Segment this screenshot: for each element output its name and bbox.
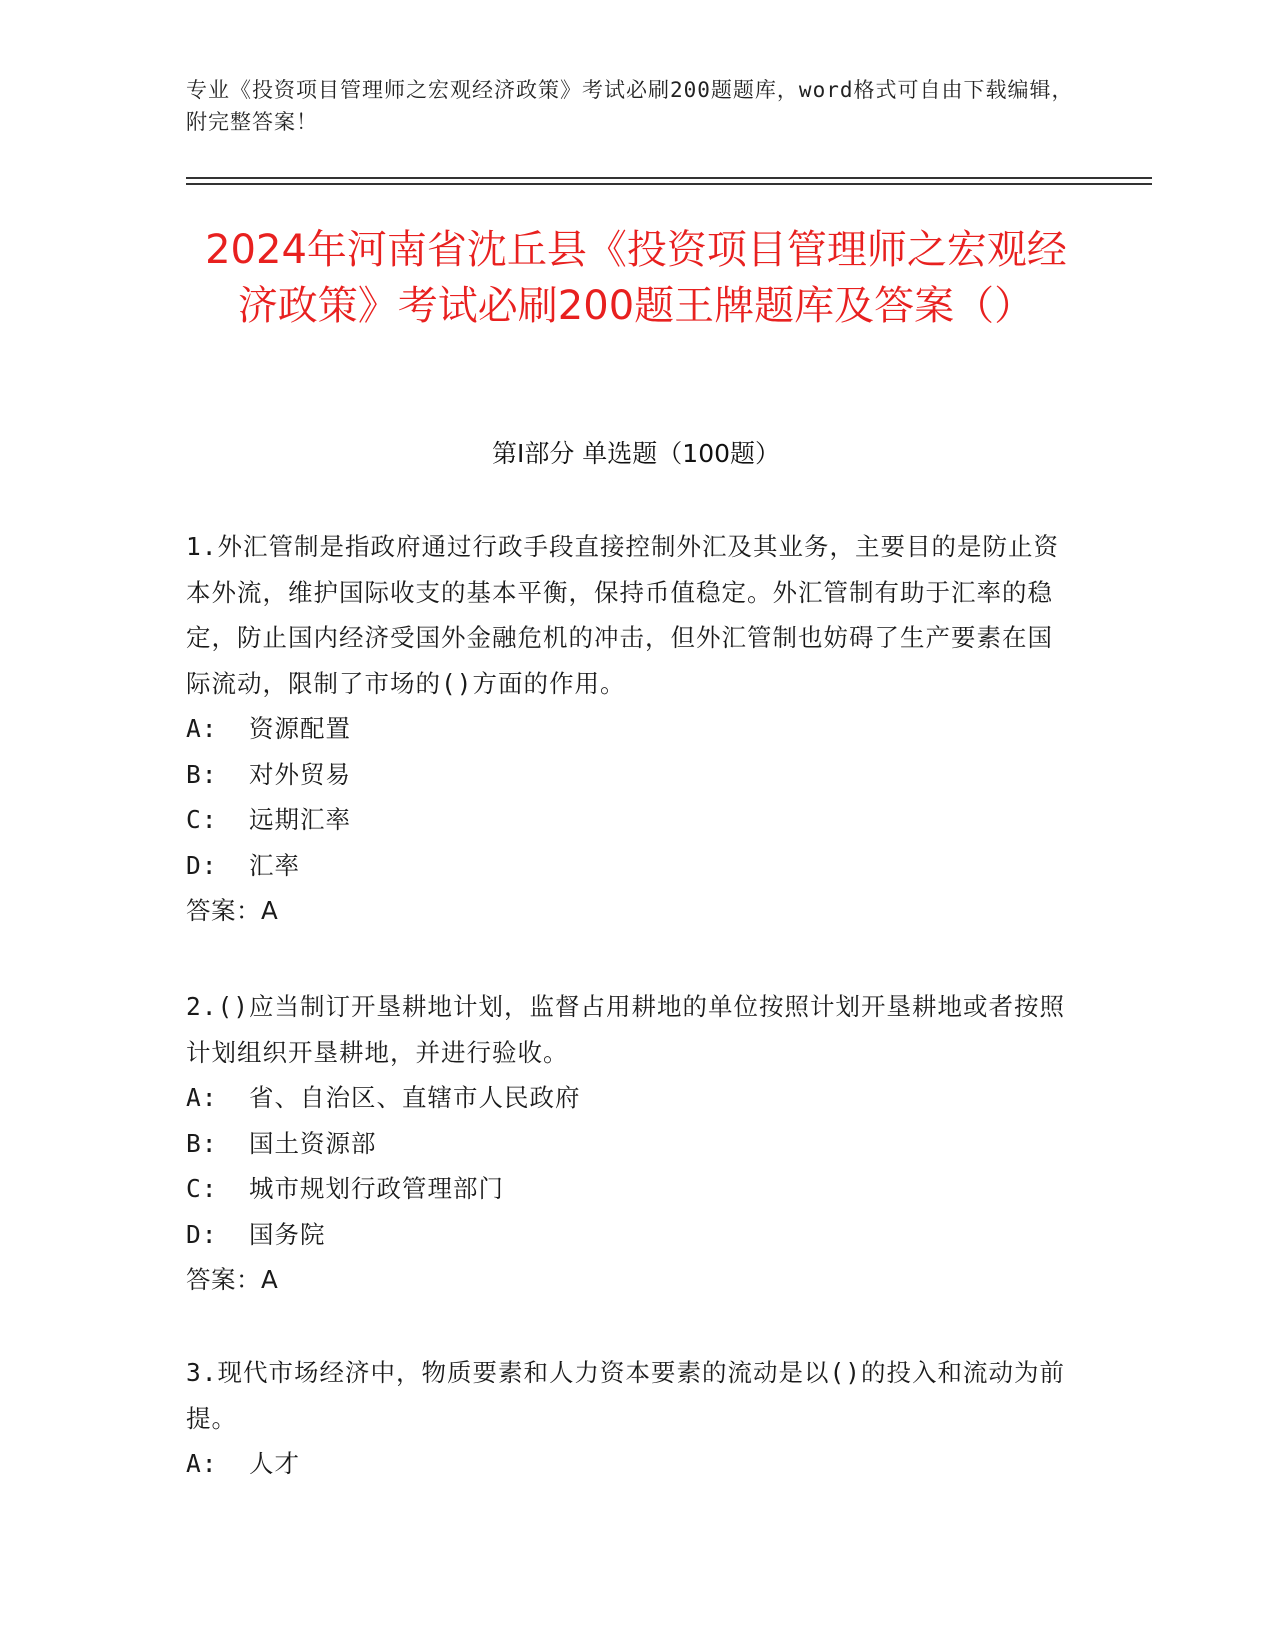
option-a: A: 省、自治区、直辖市人民政府 — [186, 1083, 581, 1112]
question-stem: 3.现代市场经济中，物质要素和人力资本要素的流动是以()的投入和流动为前提。 — [186, 1358, 1065, 1433]
option-c: C: 城市规划行政管理部门 — [186, 1174, 504, 1203]
question-2 — [186, 984, 1066, 1303]
question-3 — [186, 1350, 1066, 1487]
answer: 答案：A — [186, 896, 279, 925]
option-a: A: 资源配置 — [186, 714, 352, 743]
question-stem: 2.()应当制订开垦耕地计划，监督占用耕地的单位按照计划开垦耕地或者按照计划组织开垦耕地，并进行验收。 — [186, 992, 1065, 1067]
header-rule-bottom — [186, 183, 1152, 185]
option-d: D: 国务院 — [186, 1219, 326, 1249]
document-title: 2024年河南省沈丘县《投资项目管理师之宏观经济政策》考试必刷200题王牌题库及答案（） — [205, 227, 1067, 329]
question-stem: 1.外汇管制是指政府通过行政手段直接控制外汇及其业务，主要目的是防止资本外流，维护国际收支的基本平衡，保持币值稳定。外汇管制有助于汇率的稳定，防止国内经济受国外金融危机的冲击，但外汇管制也妨碍了生产要素在国际流动，限制了市场的()方面的作用。 — [186, 532, 1059, 698]
option-b: B: 国土资源部 — [186, 1128, 377, 1158]
option-d: D: 汇率 — [186, 850, 301, 880]
header-rule-top — [186, 177, 1152, 179]
option-c: C: 远期汇率 — [186, 805, 352, 834]
question-1 — [186, 524, 1066, 934]
header-note: 专业《投资项目管理师之宏观经济政策》考试必刷200题题库，word格式可自由下载编辑，附完整答案！ — [186, 78, 1074, 134]
option-a: A: 人才 — [186, 1449, 301, 1478]
answer: 答案：A — [186, 1265, 279, 1294]
section-title: 第I部分 单选题（100题） — [491, 439, 781, 468]
option-b: B: 对外贸易 — [186, 759, 352, 789]
